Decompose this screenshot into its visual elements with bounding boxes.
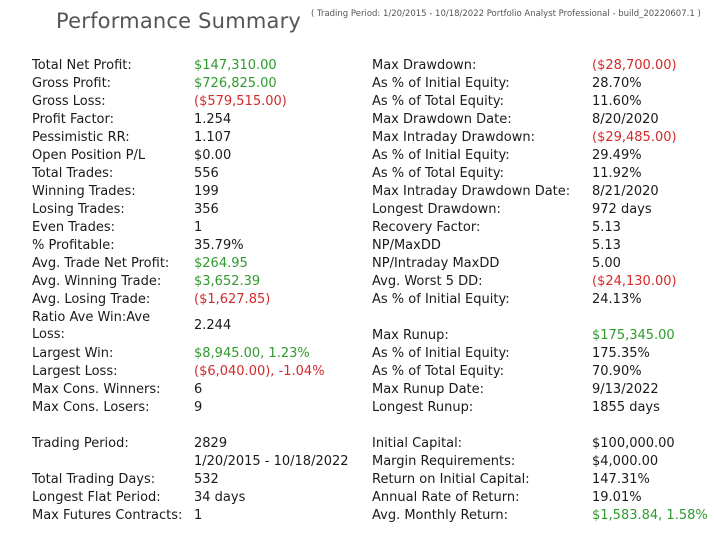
stat-label: Initial Capital: bbox=[372, 436, 463, 451]
stat-value: 2829 bbox=[194, 436, 228, 451]
stat-label: Largest Win: bbox=[32, 346, 114, 361]
stat-value: 1 bbox=[194, 508, 203, 523]
stat-label: Max Runup Date: bbox=[372, 382, 485, 397]
stat-value: 1855 days bbox=[592, 400, 660, 415]
report-subtitle: ( Trading Period: 1/20/2015 - 10/18/2022 Portfolio Analyst Professional - build_20220607.1 ) bbox=[311, 9, 701, 19]
stat-label: Ratio Ave Win:Ave Loss: bbox=[32, 310, 151, 342]
stat-label: As % of Initial Equity: bbox=[372, 76, 510, 91]
stat-label: Max Intraday Drawdown: bbox=[372, 130, 535, 145]
stat-value: 9/13/2022 bbox=[592, 382, 659, 397]
stat-value: 532 bbox=[194, 472, 219, 487]
stat-label: Total Net Profit: bbox=[32, 58, 132, 73]
page-title: Performance Summary bbox=[56, 9, 302, 33]
stat-value: 28.70% bbox=[592, 76, 642, 91]
stat-value: 6 bbox=[194, 382, 203, 397]
stat-value: ($579,515.00) bbox=[194, 94, 287, 109]
stat-value: $3,652.39 bbox=[194, 274, 261, 289]
stat-label: Longest Drawdown: bbox=[372, 202, 501, 217]
stat-label: Trading Period: bbox=[32, 436, 129, 451]
stat-label: Max Cons. Losers: bbox=[32, 400, 150, 415]
stat-value: $8,945.00, 1.23% bbox=[194, 346, 310, 361]
stat-label: NP/Intraday MaxDD bbox=[372, 256, 500, 271]
stat-value: $264.95 bbox=[194, 256, 248, 271]
stat-label: Max Futures Contracts: bbox=[32, 508, 183, 523]
stat-label: Longest Runup: bbox=[372, 400, 474, 415]
stat-label: As % of Total Equity: bbox=[372, 94, 504, 109]
stat-label: Return on Initial Capital: bbox=[372, 472, 530, 487]
stat-value: 5.13 bbox=[592, 220, 621, 235]
stat-value: 19.01% bbox=[592, 490, 642, 505]
stat-value: 972 days bbox=[592, 202, 652, 217]
stat-value: 11.60% bbox=[592, 94, 642, 109]
stat-value: ($6,040.00), -1.04% bbox=[194, 364, 325, 379]
stat-value: 9 bbox=[194, 400, 203, 415]
stat-value: $100,000.00 bbox=[592, 436, 675, 451]
stat-label: Profit Factor: bbox=[32, 112, 114, 127]
stat-label: Max Intraday Drawdown Date: bbox=[372, 184, 571, 199]
stat-label: Gross Profit: bbox=[32, 76, 112, 91]
stat-value: ($28,700.00) bbox=[592, 58, 677, 73]
stat-label: Even Trades: bbox=[32, 220, 116, 235]
stat-label: Max Cons. Winners: bbox=[32, 382, 161, 397]
stat-value: 5.00 bbox=[592, 256, 621, 271]
stat-label: Open Position P/L bbox=[32, 148, 146, 163]
stat-label: Avg. Monthly Return: bbox=[372, 508, 509, 523]
stat-label: Pessimistic RR: bbox=[32, 130, 130, 145]
stat-label: Total Trades: bbox=[32, 166, 114, 181]
stat-label: Avg. Losing Trade: bbox=[32, 292, 151, 307]
stat-value: 1.254 bbox=[194, 112, 232, 127]
stat-value: 8/20/2020 bbox=[592, 112, 659, 127]
stat-label: Losing Trades: bbox=[32, 202, 125, 217]
stat-label: Avg. Winning Trade: bbox=[32, 274, 162, 289]
stat-value: 29.49% bbox=[592, 148, 642, 163]
stat-value: 34 days bbox=[194, 490, 246, 505]
stat-value: $175,345.00 bbox=[592, 328, 675, 343]
stat-label: Avg. Trade Net Profit: bbox=[32, 256, 170, 271]
stat-label: Gross Loss: bbox=[32, 94, 106, 109]
stat-label: As % of Initial Equity: bbox=[372, 292, 510, 307]
stat-value: 2.244 bbox=[194, 318, 232, 333]
stat-label: As % of Initial Equity: bbox=[372, 346, 510, 361]
stat-value: 356 bbox=[194, 202, 219, 217]
stat-value: ($1,627.85) bbox=[194, 292, 271, 307]
stat-value: 556 bbox=[194, 166, 219, 181]
stat-label: Max Drawdown: bbox=[372, 58, 477, 73]
stat-label: % Profitable: bbox=[32, 238, 115, 253]
stat-value: 5.13 bbox=[592, 238, 621, 253]
stat-label: Total Trading Days: bbox=[32, 472, 156, 487]
stat-value: 147.31% bbox=[592, 472, 650, 487]
stat-value: $1,583.84, 1.58% bbox=[592, 508, 708, 523]
stat-label: Recovery Factor: bbox=[372, 220, 481, 235]
stat-value: 1.107 bbox=[194, 130, 232, 145]
stat-value: 1/20/2015 - 10/18/2022 bbox=[194, 454, 349, 469]
stat-value: 11.92% bbox=[592, 166, 642, 181]
stat-value: 70.90% bbox=[592, 364, 642, 379]
stat-value: $726,825.00 bbox=[194, 76, 277, 91]
stat-label: Largest Loss: bbox=[32, 364, 118, 379]
stat-label: As % of Initial Equity: bbox=[372, 148, 510, 163]
stat-value: 175.35% bbox=[592, 346, 650, 361]
stat-label: Longest Flat Period: bbox=[32, 490, 161, 505]
stat-label: NP/MaxDD bbox=[372, 238, 441, 253]
stat-label: Annual Rate of Return: bbox=[372, 490, 520, 505]
stat-value: 1 bbox=[194, 220, 203, 235]
stat-value: ($29,485.00) bbox=[592, 130, 677, 145]
stat-value: $147,310.00 bbox=[194, 58, 277, 73]
stat-value: $0.00 bbox=[194, 148, 232, 163]
stat-label: Winning Trades: bbox=[32, 184, 136, 199]
stat-value: ($24,130.00) bbox=[592, 274, 677, 289]
stat-value: 35.79% bbox=[194, 238, 244, 253]
stat-label: Max Drawdown Date: bbox=[372, 112, 512, 127]
stat-label: As % of Total Equity: bbox=[372, 364, 504, 379]
stat-label: Avg. Worst 5 DD: bbox=[372, 274, 483, 289]
stat-label: Margin Requirements: bbox=[372, 454, 516, 469]
stat-value: 8/21/2020 bbox=[592, 184, 659, 199]
stat-label: Max Runup: bbox=[372, 328, 449, 343]
stat-value: 199 bbox=[194, 184, 219, 199]
stat-value: 24.13% bbox=[592, 292, 642, 307]
stat-label: As % of Total Equity: bbox=[372, 166, 504, 181]
stat-value: $4,000.00 bbox=[592, 454, 659, 469]
